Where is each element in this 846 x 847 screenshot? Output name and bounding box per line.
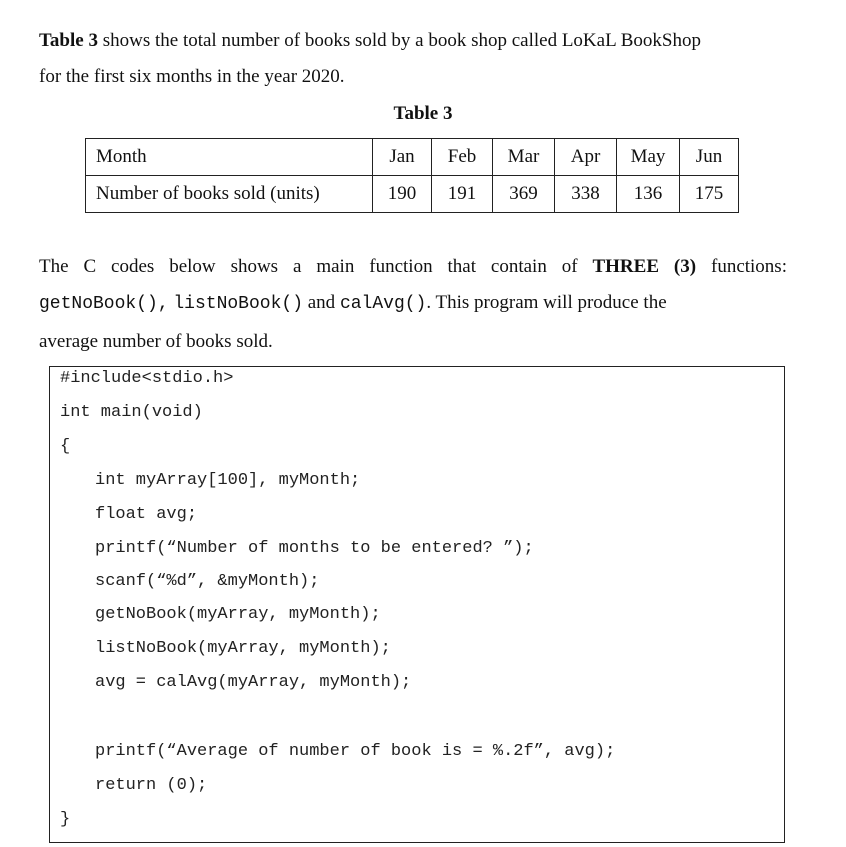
books-sold-table [85,138,739,213]
text: . This program will produce the [426,292,667,313]
value-cell: 175 [680,176,739,213]
month-cell: May [617,139,680,176]
code-line: int main(void) [60,403,203,422]
function-name: calAvg() [339,294,427,314]
month-cell: Apr [555,139,617,176]
table-reference: Table 3 [39,30,98,51]
value-cell: 369 [493,176,555,213]
intro-line-1 [39,30,787,52]
paragraph2-line-1 [39,256,787,278]
month-cell: Jun [680,139,739,176]
function-name: listNoBook() [173,294,303,314]
table-data-row [86,176,739,213]
header-month-label: Month [86,139,373,176]
value-cell: 136 [617,176,680,213]
code-line: getNoBook(myArray, myMonth); [95,605,381,624]
code-line: scanf(“%d”, &myMonth); [95,572,320,591]
text: functions: [696,256,787,277]
bold-count: THREE (3) [592,256,697,277]
paragraph2-line-2 [39,292,787,314]
month-cell: Jan [373,139,432,176]
code-line: printf(“Average of number of book is = %.2f”, avg); [95,742,616,761]
code-line: int myArray[100], myMonth; [95,471,361,490]
code-line: { [60,437,71,456]
text: The C codes below shows a main function that contain of [39,256,593,277]
intro-text: shows the total number of books sold by a book shop called LoKaL BookShop [97,30,701,51]
code-line: listNoBook(myArray, myMonth); [95,639,391,658]
month-cell: Mar [493,139,555,176]
code-line: float avg; [95,505,198,524]
value-cell: 190 [373,176,432,213]
function-name: getNoBook(), [39,294,169,314]
code-line: avg = calAvg(myArray, myMonth); [95,673,412,692]
intro-line-2: for the first six months in the year 2020. [39,66,345,87]
text: and [303,292,340,313]
row-label: Number of books sold (units) [86,176,373,213]
value-cell: 338 [555,176,617,213]
table-caption: Table 3 [393,103,453,124]
code-line: #include<stdio.h> [60,369,234,388]
code-line: printf(“Number of months to be entered? ”); [95,539,534,558]
table-header-row [86,139,739,176]
code-line: return (0); [95,776,208,795]
value-cell: 191 [432,176,493,213]
paragraph2-line-3: average number of books sold. [39,331,273,352]
code-line: } [60,810,71,829]
month-cell: Feb [432,139,493,176]
